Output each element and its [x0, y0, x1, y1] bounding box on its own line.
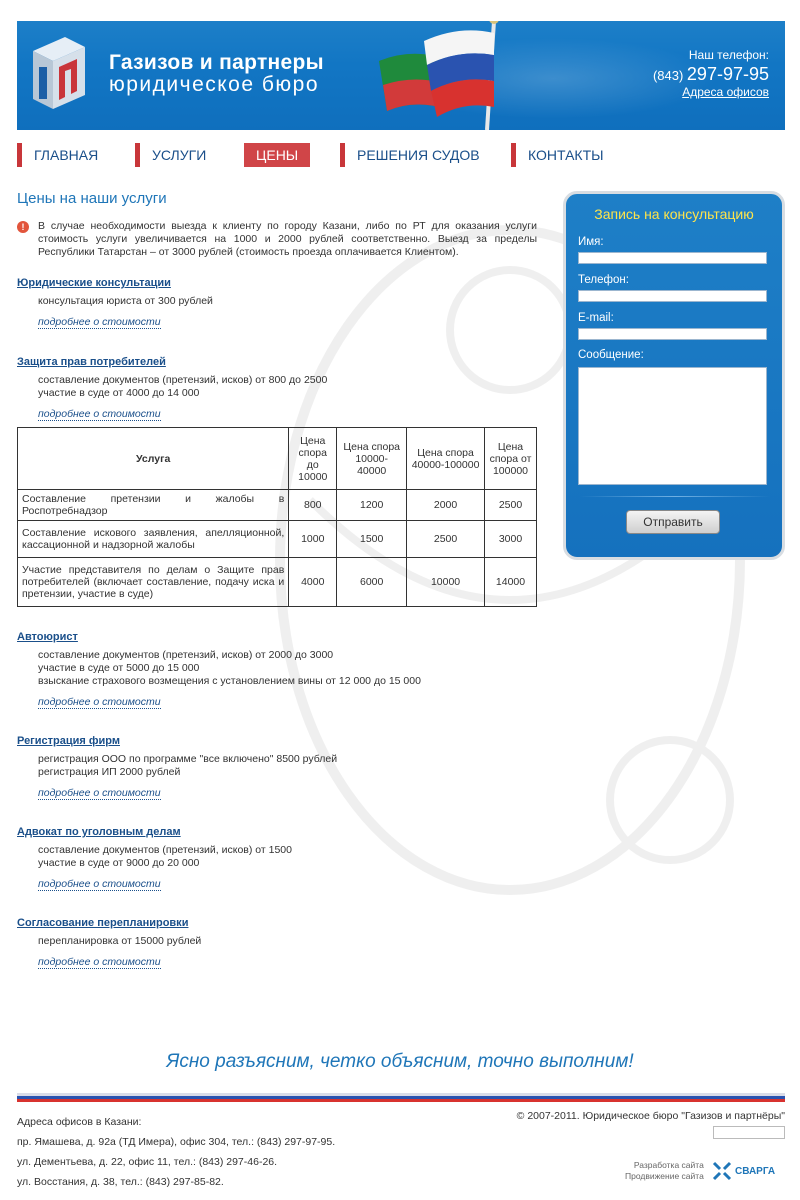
- nav-item-services[interactable]: УСЛУГИ: [135, 143, 206, 167]
- dev-brand: СВАРГА: [735, 1165, 776, 1177]
- table-header-row: [18, 428, 537, 490]
- offices-link[interactable]: Адреса офисов: [682, 85, 769, 99]
- phone-input[interactable]: [578, 290, 767, 302]
- consultation-form: [563, 191, 785, 560]
- nav-item-home[interactable]: ГЛАВНАЯ: [17, 143, 98, 167]
- email-input[interactable]: [578, 328, 767, 340]
- phone-number: [653, 64, 769, 85]
- table-cell: Составление искового заявления, апелляционной, кассационной и надзорной жалобы: [18, 521, 289, 558]
- tricolor-divider: [17, 1093, 785, 1102]
- nav-item-contacts[interactable]: КОНТАКТЫ: [511, 143, 604, 167]
- visit-counter[interactable]: [713, 1126, 785, 1139]
- table-cell: 1200: [337, 490, 407, 521]
- table-cell: 10000: [407, 558, 485, 607]
- section-line: участие в суде от 4000 до 14 000: [38, 387, 200, 399]
- more-price-link[interactable]: подробнее о стоимости: [38, 878, 161, 890]
- section-title[interactable]: Регистрация фирм: [17, 735, 120, 747]
- section-line: регистрация ИП 2000 рублей: [38, 766, 181, 778]
- table-header-cell: Услуга: [18, 428, 289, 490]
- travel-notice: [17, 220, 537, 259]
- section-consumer-rights: [17, 356, 537, 421]
- developer-logo[interactable]: [712, 1160, 775, 1182]
- company-logo-icon[interactable]: [29, 33, 89, 113]
- section-line: регистрация ООО по программе "все включено" 8500 рублей: [38, 753, 338, 765]
- nav-item-court-decisions[interactable]: РЕШЕНИЯ СУДОВ: [340, 143, 480, 167]
- table-cell: 800: [289, 490, 337, 521]
- exclamation-icon: !: [17, 221, 29, 233]
- more-price-link[interactable]: подробнее о стоимости: [38, 696, 161, 708]
- brand-title: Газизов и партнеры: [109, 51, 324, 74]
- name-input[interactable]: [578, 252, 767, 264]
- email-label: E-mail:: [578, 312, 614, 324]
- developer-credit[interactable]: [625, 1160, 704, 1182]
- page-title: Цены на наши услуги: [17, 190, 167, 207]
- table-cell: Участие представителя по делам о Защите прав потребителей (включает составление, подачу иска и претензии, участие в суде): [18, 558, 289, 607]
- dev-line: Разработка сайта: [633, 1160, 704, 1170]
- slogan: Ясно разъясним, четко объясним, точно выполним!: [166, 1051, 634, 1072]
- main-nav: [17, 143, 617, 169]
- price-table: [17, 427, 537, 607]
- section-title[interactable]: Защита прав потребителей: [17, 356, 166, 368]
- phone-field-label: Телефон:: [578, 274, 629, 286]
- message-label: Сообщение:: [578, 349, 644, 361]
- more-price-link[interactable]: подробнее о стоимости: [38, 316, 161, 328]
- main-content: [17, 190, 537, 968]
- section-line: консультация юриста от 300 рублей: [38, 295, 213, 307]
- section-title[interactable]: Юридические консультации: [17, 277, 171, 289]
- table-cell: 1500: [337, 521, 407, 558]
- table-row: [18, 490, 537, 521]
- section-consultations: [17, 277, 537, 329]
- footer-addresses: [17, 1112, 335, 1192]
- table-cell: 2000: [407, 490, 485, 521]
- more-price-link[interactable]: подробнее о стоимости: [38, 787, 161, 799]
- table-header-cell: Цена спора до 10000: [289, 428, 337, 490]
- table-cell: 2500: [484, 490, 536, 521]
- table-cell: 1000: [289, 521, 337, 558]
- submit-button[interactable]: Отправить: [626, 510, 720, 534]
- section-redevelopment: [17, 917, 537, 969]
- brand-subtitle: юридическое бюро: [109, 73, 320, 96]
- section-line: участие в суде от 5000 до 15 000: [38, 662, 200, 674]
- table-cell: 6000: [337, 558, 407, 607]
- copyright: © 2007-2011. Юридическое бюро "Газизов и партнёры": [516, 1110, 785, 1122]
- section-title[interactable]: Автоюрист: [17, 631, 78, 643]
- section-line: составление документов (претензий, исков) от 1500: [38, 844, 292, 856]
- table-cell: 2500: [407, 521, 485, 558]
- notice-text: В случае необходимости выезда к клиенту по городу Казани, либо по РТ для оказания услуги стоимость услуги увеличивается на 1000 и 2000 рублей соответственно. Выезд за пределы Республики Татарстан – от 3000 рублей (стоимость проезда оплачивается Клиентом).: [38, 220, 537, 258]
- table-row: [18, 521, 537, 558]
- site-header: [17, 21, 785, 130]
- address-line: пр. Ямашева, д. 92а (ТД Имера), офис 304, тел.: (843) 297-97-95.: [17, 1136, 336, 1148]
- table-cell: 4000: [289, 558, 337, 607]
- address-line: ул. Восстания, д. 38, тел.: (843) 297-85-82.: [17, 1176, 224, 1188]
- table-header-cell: Цена спора от 100000: [484, 428, 536, 490]
- table-cell: 14000: [484, 558, 536, 607]
- section-line: перепланировка от 15000 рублей: [38, 935, 202, 947]
- nav-item-prices[interactable]: ЦЕНЫ: [244, 143, 310, 167]
- section-line: участие в суде от 9000 до 20 000: [38, 857, 200, 869]
- message-textarea[interactable]: [578, 367, 767, 485]
- address-line: ул. Дементьева, д. 22, офис 11, тел.: (843) 297-46-26.: [17, 1156, 278, 1168]
- section-line: взыскание страхового возмещения с установлением вины от 12 000 до 15 000: [38, 675, 421, 687]
- section-line: составление документов (претензий, исков) от 800 до 2500: [38, 374, 328, 386]
- phone-digits: 297-97-95: [686, 64, 769, 84]
- phone-label: Наш телефон:: [688, 48, 769, 62]
- addresses-title: Адреса офисов в Казани:: [17, 1116, 142, 1128]
- form-divider: [580, 496, 770, 497]
- table-cell: Составление претензии и жалобы в Роспотребнадзор: [18, 490, 289, 521]
- section-line: составление документов (претензий, исков) от 2000 до 3000: [38, 649, 334, 661]
- dev-line: Продвижение сайта: [625, 1171, 704, 1181]
- table-row: [18, 558, 537, 607]
- section-auto-lawyer: [17, 631, 537, 709]
- more-price-link[interactable]: подробнее о стоимости: [38, 956, 161, 968]
- table-header-cell: Цена спора 10000-40000: [337, 428, 407, 490]
- svarga-logo-icon: [712, 1161, 732, 1181]
- table-header-cell: Цена спора 40000-100000: [407, 428, 485, 490]
- section-title[interactable]: Адвокат по уголовным делам: [17, 826, 181, 838]
- section-company-registration: [17, 735, 537, 800]
- form-title: Запись на консультацию: [594, 206, 754, 222]
- more-price-link[interactable]: подробнее о стоимости: [38, 408, 161, 420]
- section-title[interactable]: Согласование перепланировки: [17, 917, 189, 929]
- table-cell: 3000: [484, 521, 536, 558]
- phone-code: (843): [652, 68, 684, 83]
- name-label: Имя:: [578, 236, 604, 248]
- flags-illustration: [369, 21, 549, 130]
- section-criminal-lawyer: [17, 826, 537, 891]
